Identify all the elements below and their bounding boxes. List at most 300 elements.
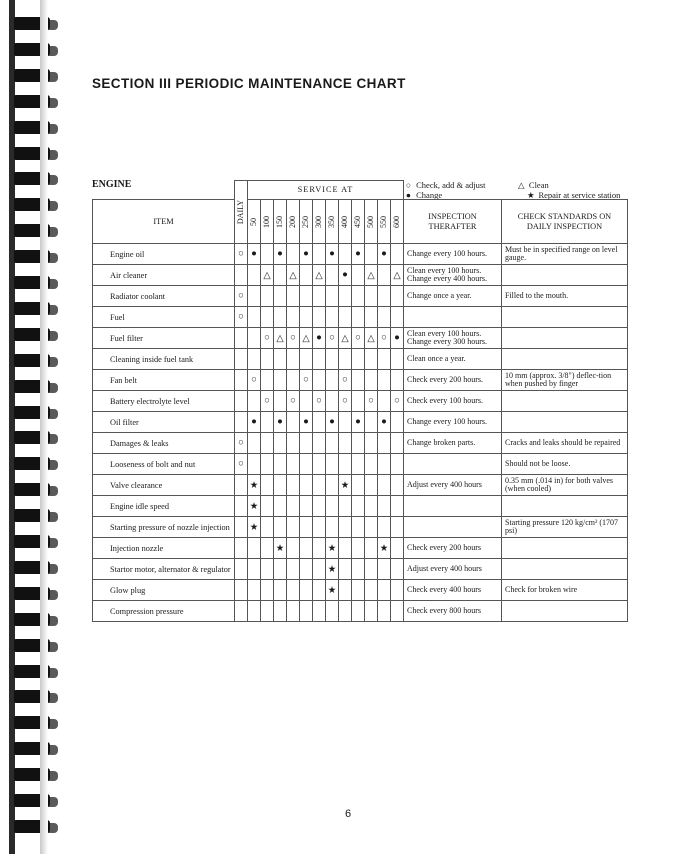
interval-mark-cell: ● [274,244,287,265]
interval-header-600: 600 [391,200,404,244]
standards-cell [502,349,628,370]
interval-mark-cell [300,454,313,475]
interval-mark-cell: ● [326,412,339,433]
binding-ring [14,665,56,678]
interval-header-350: 350 [326,200,339,244]
interval-header-200: 200 [287,200,300,244]
table-row [93,538,628,559]
interval-mark-cell: △ [300,328,313,349]
interval-mark-cell [248,601,261,622]
daily-mark-cell [235,517,248,538]
interval-mark-cell [274,559,287,580]
interval-mark-cell: ○ [352,328,365,349]
interval-mark-cell [248,265,261,286]
item-cell: Air cleaner [93,265,235,286]
maintenance-table [92,180,628,622]
interval-mark-cell [313,454,326,475]
item-cell: Looseness of bolt and nut [93,454,235,475]
interval-mark-cell [352,601,365,622]
interval-mark-cell [300,307,313,328]
interval-mark-cell [365,286,378,307]
interval-mark-cell [274,391,287,412]
daily-mark-cell [235,538,248,559]
daily-mark-cell [235,559,248,580]
interval-mark-cell [300,286,313,307]
interval-mark-cell [287,286,300,307]
interval-mark-cell [339,538,352,559]
table-row [93,517,628,538]
interval-mark-cell [313,286,326,307]
interval-mark-cell [261,307,274,328]
interval-mark-cell [287,475,300,496]
table-row [93,244,628,265]
interval-mark-cell: ★ [274,538,287,559]
item-cell: Engine oil [93,244,235,265]
table-row [93,454,628,475]
item-cell: Damages & leaks [93,433,235,454]
interval-mark-cell [326,391,339,412]
interval-mark-cell [326,433,339,454]
interval-mark-cell [287,370,300,391]
interval-mark-cell [378,475,391,496]
section-label: ENGINE [92,179,132,190]
interval-mark-cell [352,496,365,517]
table-row [93,370,628,391]
table-row [93,391,628,412]
interval-mark-cell: ○ [287,391,300,412]
interval-mark-cell: ● [391,328,404,349]
interval-mark-cell [378,370,391,391]
binding-ring [14,483,56,496]
daily-mark-cell: ○ [235,244,248,265]
interval-mark-cell [391,349,404,370]
interval-mark-cell [339,412,352,433]
standards-cell [502,391,628,412]
interval-mark-cell: ○ [261,391,274,412]
interval-mark-cell: △ [261,265,274,286]
interval-mark-cell: △ [365,265,378,286]
standards-cell: Check for broken wire [502,580,628,601]
interval-mark-cell [287,349,300,370]
binding-ring [14,613,56,626]
interval-mark-cell: △ [339,328,352,349]
standards-cell [502,538,628,559]
interval-mark-cell [300,349,313,370]
binding-ring [14,716,56,729]
interval-mark-cell [365,244,378,265]
interval-mark-cell [391,412,404,433]
interval-mark-cell [391,370,404,391]
interval-mark-cell [391,475,404,496]
interval-mark-cell [287,517,300,538]
inspection-cell: Check every 400 hours [404,580,502,601]
interval-mark-cell [248,286,261,307]
interval-mark-cell [261,454,274,475]
inspection-cell: Clean every 100 hours. Change every 300 hours. [404,328,502,349]
interval-mark-cell: ● [313,328,326,349]
interval-mark-cell: △ [313,265,326,286]
interval-mark-cell [391,601,404,622]
interval-mark-cell: ○ [365,391,378,412]
interval-mark-cell [326,370,339,391]
interval-mark-cell [261,580,274,601]
interval-mark-cell [261,370,274,391]
binding-ring [14,690,56,703]
daily-mark-cell: ○ [235,454,248,475]
interval-mark-cell [352,580,365,601]
interval-mark-cell: ★ [248,475,261,496]
interval-mark-cell [339,349,352,370]
interval-mark-cell [378,433,391,454]
interval-header-300: 300 [313,200,326,244]
interval-mark-cell: ★ [326,559,339,580]
interval-mark-cell [326,496,339,517]
interval-mark-cell: ● [378,244,391,265]
inspection-cell: Check every 200 hours [404,538,502,559]
interval-mark-cell: ★ [378,538,391,559]
interval-mark-cell [274,433,287,454]
inspection-cell: Change every 100 hours. [404,412,502,433]
interval-mark-cell [365,349,378,370]
service-at-header: SERVICE AT [248,181,404,200]
interval-mark-cell [274,601,287,622]
interval-mark-cell: ● [300,244,313,265]
interval-mark-cell [287,244,300,265]
interval-mark-cell [261,601,274,622]
legend-change-label: Change [416,190,443,200]
table-row [93,580,628,601]
interval-mark-cell [326,307,339,328]
table-row [93,496,628,517]
page-title: SECTION III PERIODIC MAINTENANCE CHART [92,76,406,91]
interval-mark-cell [313,412,326,433]
interval-mark-cell [378,349,391,370]
interval-mark-cell: △ [365,328,378,349]
interval-mark-cell [378,517,391,538]
inspection-cell [404,454,502,475]
binding-ring [14,328,56,341]
clean-symbol: △ [518,180,525,190]
binding-ring [14,587,56,600]
interval-mark-cell [248,454,261,475]
inspection-cell: Clean every 100 hours. Change every 400 hours. [404,265,502,286]
interval-mark-cell [261,412,274,433]
item-cell: Starting pressure of nozzle injection [93,517,235,538]
interval-mark-cell [274,475,287,496]
maintenance-rows [93,244,628,622]
interval-mark-cell [261,286,274,307]
binding-ring [14,276,56,289]
page-number: 6 [345,808,352,820]
daily-mark-cell: ○ [235,307,248,328]
interval-mark-cell [365,496,378,517]
interval-header-100: 100 [261,200,274,244]
interval-mark-cell [313,538,326,559]
interval-header-550: 550 [378,200,391,244]
binding-ring [14,768,56,781]
binding-ring [14,406,56,419]
page-edge-shadow [40,0,48,854]
standards-cell [502,328,628,349]
interval-mark-cell [391,580,404,601]
binding-ring [14,302,56,315]
inspection-cell: Clean once a year. [404,349,502,370]
interval-mark-cell [339,286,352,307]
interval-mark-cell [248,307,261,328]
binding-ring [14,95,56,108]
daily-mark-cell: ○ [235,433,248,454]
standards-cell [502,265,628,286]
standards-cell: 10 mm (approx. 3/8") deflec-tion when pushed by finger [502,370,628,391]
interval-mark-cell [352,265,365,286]
interval-mark-cell [391,559,404,580]
interval-mark-cell [274,580,287,601]
interval-mark-cell [261,496,274,517]
column-header-row [93,200,628,244]
interval-mark-cell: △ [274,328,287,349]
interval-mark-cell: ● [274,412,287,433]
interval-mark-cell [261,475,274,496]
interval-mark-cell: ● [378,412,391,433]
item-cell: Oil filter [93,412,235,433]
standards-header: CHECK STANDARDS ON DAILY INSPECTION [502,200,628,244]
interval-mark-cell [339,244,352,265]
daily-mark-cell [235,601,248,622]
daily-mark-cell [235,496,248,517]
interval-mark-cell [274,370,287,391]
interval-mark-cell: △ [391,265,404,286]
item-cell: Startor motor, alternator & regulator [93,559,235,580]
item-cell: Injection nozzle [93,538,235,559]
interval-header-400: 400 [339,200,352,244]
interval-mark-cell [378,286,391,307]
interval-mark-cell [287,307,300,328]
interval-mark-cell: ○ [339,391,352,412]
binding-ring [14,354,56,367]
item-cell: Engine idle speed [93,496,235,517]
interval-mark-cell [274,265,287,286]
interval-mark-cell [352,517,365,538]
interval-mark-cell [352,286,365,307]
interval-mark-cell [378,454,391,475]
binding-ring [14,198,56,211]
interval-mark-cell [287,412,300,433]
interval-mark-cell [313,370,326,391]
interval-mark-cell [378,307,391,328]
interval-mark-cell [274,286,287,307]
interval-mark-cell: ● [248,244,261,265]
table-row [93,286,628,307]
interval-mark-cell [352,370,365,391]
interval-mark-cell [365,517,378,538]
item-cell: Compression pressure [93,601,235,622]
interval-mark-cell [300,265,313,286]
interval-mark-cell [300,475,313,496]
interval-mark-cell [287,496,300,517]
binding-ring [14,509,56,522]
interval-mark-cell [261,538,274,559]
daily-header: DAILY [235,181,248,244]
interval-mark-cell [378,559,391,580]
service-at-row [93,181,628,200]
interval-mark-cell [300,496,313,517]
daily-mark-cell [235,475,248,496]
interval-mark-cell [300,580,313,601]
interval-mark-cell [326,475,339,496]
daily-mark-cell [235,391,248,412]
interval-mark-cell [313,433,326,454]
interval-mark-cell [391,496,404,517]
interval-mark-cell: ○ [326,328,339,349]
interval-mark-cell [365,580,378,601]
interval-mark-cell [274,454,287,475]
interval-mark-cell [326,454,339,475]
interval-mark-cell [378,391,391,412]
item-cell: Fuel filter [93,328,235,349]
binding-ring [14,639,56,652]
binding-ring [14,250,56,263]
interval-mark-cell [274,517,287,538]
inspection-cell: Change every 100 hours. [404,244,502,265]
inspection-cell [404,496,502,517]
binding-ring [14,17,56,30]
interval-mark-cell [313,349,326,370]
table-row [93,412,628,433]
interval-mark-cell: ○ [300,370,313,391]
interval-mark-cell [391,244,404,265]
interval-mark-cell: ● [352,412,365,433]
binding-ring [14,224,56,237]
standards-cell: Cracks and leaks should be repaired [502,433,628,454]
interval-mark-cell [313,475,326,496]
interval-mark-cell [391,454,404,475]
interval-mark-cell [339,559,352,580]
daily-mark-cell [235,265,248,286]
interval-mark-cell [365,412,378,433]
change-symbol: ● [405,190,412,200]
interval-mark-cell [248,538,261,559]
interval-header-500: 500 [365,200,378,244]
interval-mark-cell [378,496,391,517]
interval-mark-cell [339,496,352,517]
item-cell: Valve clearance [93,475,235,496]
binding-ring [14,43,56,56]
interval-mark-cell [261,433,274,454]
table-row [93,328,628,349]
interval-mark-cell [378,265,391,286]
interval-mark-cell [365,370,378,391]
interval-mark-cell [261,559,274,580]
interval-mark-cell [248,328,261,349]
standards-cell: Should not be loose. [502,454,628,475]
interval-mark-cell [339,454,352,475]
interval-mark-cell: ★ [248,496,261,517]
spiral-binding [0,0,62,854]
interval-mark-cell [287,538,300,559]
check-symbol: ○ [405,180,412,190]
interval-mark-cell [287,433,300,454]
standards-cell: 0.35 mm (.014 in) for both valves (when cooled) [502,475,628,496]
interval-mark-cell: ● [339,265,352,286]
binding-ring [14,820,56,833]
item-cell: Fan belt [93,370,235,391]
item-cell: Cleaning inside fuel tank [93,349,235,370]
interval-mark-cell [378,601,391,622]
interval-mark-cell [274,307,287,328]
interval-mark-cell [300,559,313,580]
interval-mark-cell: ○ [339,370,352,391]
interval-mark-cell: △ [287,265,300,286]
interval-mark-cell: ★ [326,538,339,559]
interval-mark-cell: ○ [248,370,261,391]
interval-mark-cell: ○ [261,328,274,349]
interval-mark-cell [352,433,365,454]
item-header: ITEM [93,200,235,244]
interval-mark-cell [352,391,365,412]
inspection-cell: Change once a year. [404,286,502,307]
interval-mark-cell [352,559,365,580]
interval-mark-cell [339,517,352,538]
binding-ring [14,147,56,160]
table-row [93,433,628,454]
interval-mark-cell [287,454,300,475]
interval-header-150: 150 [274,200,287,244]
interval-header-50: 50 [248,200,261,244]
interval-mark-cell [300,391,313,412]
interval-mark-cell [248,391,261,412]
standards-cell [502,307,628,328]
interval-mark-cell: ★ [248,517,261,538]
interval-mark-cell [326,286,339,307]
table-row [93,307,628,328]
interval-mark-cell [248,433,261,454]
interval-mark-cell [287,601,300,622]
interval-mark-cell [248,580,261,601]
daily-mark-cell: ○ [235,286,248,307]
legend-clean-label: Clean [528,180,549,190]
interval-mark-cell [261,244,274,265]
interval-mark-cell [313,517,326,538]
interval-header-250: 250 [300,200,313,244]
inspection-cell [404,307,502,328]
inspection-cell: Check every 200 hours. [404,370,502,391]
interval-mark-cell [313,244,326,265]
interval-mark-cell [274,349,287,370]
interval-mark-cell [248,349,261,370]
interval-mark-cell [326,601,339,622]
item-cell: Fuel [93,307,235,328]
interval-mark-cell [339,601,352,622]
binding-ring [14,172,56,185]
inspection-header: INSPECTION THERAFTER [404,200,502,244]
daily-mark-cell [235,370,248,391]
table-row [93,601,628,622]
binding-ring [14,742,56,755]
interval-mark-cell [326,517,339,538]
interval-header-450: 450 [352,200,365,244]
inspection-cell: Check every 800 hours [404,601,502,622]
inspection-cell: Adjust every 400 hours [404,475,502,496]
interval-mark-cell [365,559,378,580]
binding-ring [14,457,56,470]
interval-mark-cell [287,559,300,580]
interval-mark-cell [391,538,404,559]
interval-mark-cell [352,454,365,475]
interval-mark-cell [261,517,274,538]
interval-mark-cell [313,307,326,328]
daily-mark-cell [235,412,248,433]
inspection-cell: Change broken parts. [404,433,502,454]
